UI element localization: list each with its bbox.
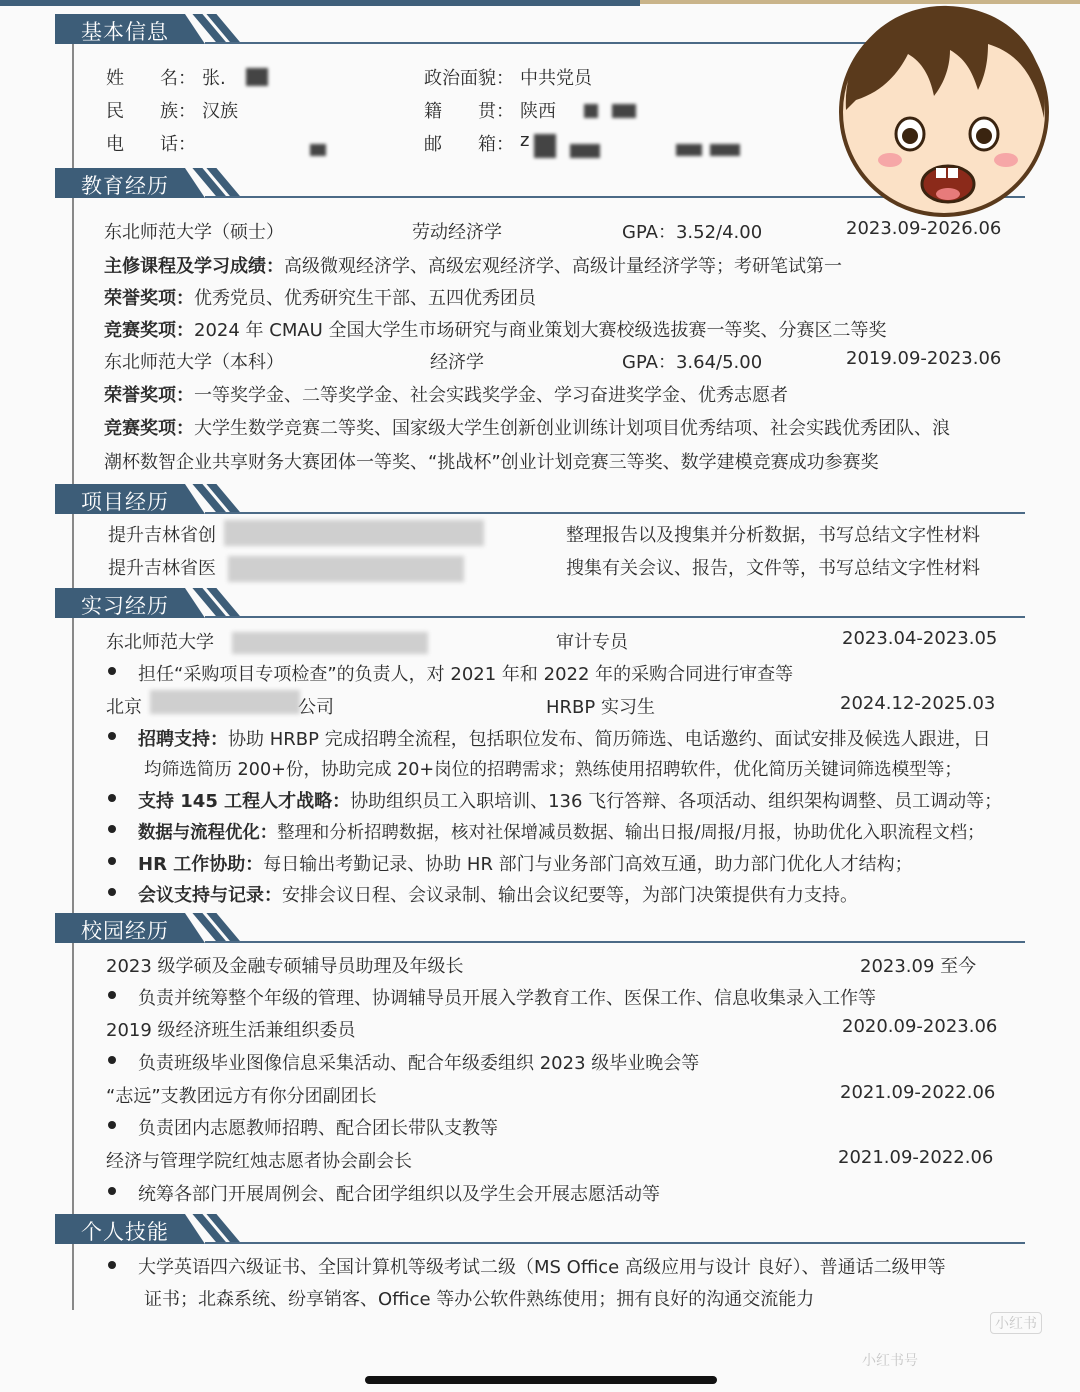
master-school: 东北师范大学（硕士）	[104, 222, 284, 243]
honor-label: 荣誉奖项：	[104, 288, 194, 309]
bullet-label: 会议支持与记录：	[138, 885, 282, 906]
competition-label: 竞赛奖项：	[104, 320, 194, 341]
name-label: 姓 名：	[106, 68, 196, 89]
project-name: 提升吉林省创	[108, 525, 216, 546]
phone-label: 电 话：	[106, 134, 196, 155]
honor-value: 一等奖学金、二等奖学金、社会实践奖学金、学习奋进奖学金、优秀志愿者	[194, 385, 788, 406]
competition-label: 竞赛奖项：	[104, 418, 194, 439]
redacted-block	[150, 690, 300, 714]
competition-line-bachelor	[104, 414, 950, 440]
bullet-text: 整理和分析招聘数据，核对社保增减员数据、输出日报/周报/月报，协助优化入职流程文档；	[277, 823, 985, 843]
job2-role: HRBP 实习生	[546, 697, 655, 718]
bullet-text: 协助组织员工入职培训、136 飞行答辩、各项活动、组织架构调整、员工调动等；	[350, 791, 1003, 812]
master-gpa: GPA：3.52/4.00	[622, 222, 763, 243]
honor-label: 荣誉奖项：	[104, 385, 194, 406]
project-desc: 整理报告以及搜集并分析数据，书写总结文字性材料	[566, 525, 980, 546]
project-desc: 搜集有关会议、报告，文件等，书写总结文字性材料	[566, 558, 980, 579]
cartoon-face-sticker	[838, 0, 1050, 230]
bullet-label: 支持 145 工程人才战略：	[138, 791, 351, 812]
name-value: 张.	[202, 68, 226, 89]
section-header-campus	[55, 913, 1025, 943]
section-header-skills	[55, 1214, 1025, 1244]
redacted-block	[232, 632, 428, 654]
campus-date: 2021.09-2022.06	[838, 1147, 994, 1168]
campus-date: 2021.09-2022.06	[840, 1082, 996, 1103]
bullet-dot	[108, 667, 116, 675]
bachelor-school: 东北师范大学（本科）	[104, 352, 284, 373]
bullet-dot	[108, 1261, 116, 1269]
campus-bullet: 负责并统筹整个年级的管理、协调辅导员开展入学教育工作、医保工作、信息收集录入工作等	[138, 988, 876, 1009]
section-header-projects	[55, 484, 1025, 514]
political-value: 中共党员	[520, 68, 592, 89]
competition-value: 2024 年 CMAU 全国大学生市场研究与商业策划大赛校级选拔赛一等奖、分赛区二等奖	[194, 320, 887, 341]
honor-line-master	[104, 284, 536, 310]
redacted-block	[584, 104, 598, 118]
bullet-text: 每日输出考勤记录、协助 HR 部门与业务部门高效互通，助力部门优化人才结构；	[263, 854, 913, 875]
master-date: 2023.09-2026.06	[846, 218, 1002, 239]
job1-date: 2023.04-2023.05	[842, 628, 998, 649]
courses-value: 高级微观经济学、高级宏观经济学、高级计量经济学等；考研笔试第一	[284, 256, 842, 277]
watermark-logo: 小红书	[990, 1312, 1042, 1334]
job2-bullet-hr	[138, 850, 913, 876]
redacted-block	[310, 144, 326, 156]
origin-value: 陕西	[520, 101, 556, 122]
redacted-block	[246, 68, 268, 86]
redacted-block	[570, 144, 600, 158]
skills-line-2: 证书；北森系统、纷享销客、Office 等办公软件熟练使用；拥有良好的沟通交流能力	[144, 1289, 815, 1310]
email-value: z	[520, 130, 530, 151]
job2-bullet-recruit-cont: 均筛选简历 200+份，协助完成 20+岗位的招聘需求；熟练使用招聘软件，优化简历关键词筛选模型等；	[144, 760, 962, 780]
bachelor-major: 经济学	[430, 352, 484, 373]
job2-company-b: 公司	[298, 697, 334, 718]
honor-value: 优秀党员、优秀研究生干部、五四优秀团员	[194, 288, 536, 309]
ethnic-label: 民 族：	[106, 101, 196, 122]
bachelor-gpa: GPA：3.64/5.00	[622, 352, 763, 373]
job2-bullet-recruit	[138, 725, 991, 751]
bullet-dot	[108, 732, 116, 740]
campus-bullet: 负责班级毕业图像信息采集活动、配合年级委组织 2023 级毕业晚会等	[138, 1053, 700, 1074]
campus-title: 2019 级经济班生活兼组织委员	[106, 1020, 356, 1041]
email-label: 邮 箱：	[424, 134, 514, 155]
competition-line-master	[104, 316, 887, 342]
bullet-dot	[108, 825, 116, 833]
job1-bullet: 担任“采购项目专项检查”的负责人，对 2021 年和 2022 年的采购合同进行审查等	[138, 664, 794, 685]
redacted-block	[534, 134, 556, 158]
bullet-dot	[108, 888, 116, 896]
section-title: 实习经历	[81, 594, 169, 618]
bullet-label: 招聘支持：	[138, 729, 228, 750]
section-title: 校园经历	[81, 919, 169, 943]
ethnic-value: 汉族	[202, 101, 238, 122]
top-accent-bar	[0, 0, 640, 6]
section-title: 教育经历	[81, 174, 169, 198]
job2-bullet-145	[138, 787, 1002, 813]
redacted-block	[710, 144, 740, 156]
bullet-dot	[108, 1187, 116, 1195]
competition-value: 大学生数学竞赛二等奖、国家级大学生创新创业训练计划项目优秀结项、社会实践优秀团队、浪	[194, 418, 950, 439]
section-title: 个人技能	[81, 1220, 169, 1244]
redacted-block	[676, 144, 702, 156]
campus-title: “志远”支教团远方有你分团副团长	[106, 1086, 377, 1107]
courses-label: 主修课程及学习成绩：	[104, 256, 284, 277]
bullet-label: HR 工作协助：	[138, 854, 264, 875]
section-title: 基本信息	[81, 20, 169, 44]
campus-date: 2020.09-2023.06	[842, 1016, 998, 1037]
job2-bullet-meeting	[138, 881, 858, 907]
political-label: 政治面貌：	[424, 68, 514, 89]
campus-bullet: 统筹各部门开展周例会、配合团学组织以及学生会开展志愿活动等	[138, 1184, 660, 1205]
job2-company-a: 北京	[106, 697, 142, 718]
home-indicator[interactable]	[365, 1376, 717, 1384]
section-header-internship	[55, 588, 1025, 618]
watermark-text: 小红书号	[862, 1353, 918, 1369]
project-name: 提升吉林省医	[108, 558, 216, 579]
job1-company: 东北师范大学	[106, 632, 214, 653]
bullet-label: 数据与流程优化：	[138, 823, 278, 843]
bachelor-date: 2019.09-2023.06	[846, 348, 1002, 369]
redacted-block	[228, 556, 464, 582]
bullet-dot	[108, 1056, 116, 1064]
bullet-dot	[108, 794, 116, 802]
redacted-block	[612, 104, 636, 118]
bullet-dot	[108, 991, 116, 999]
honor-line-bachelor	[104, 381, 788, 407]
bullet-text: 协助 HRBP 完成招聘全流程，包括职位发布、简历筛选、电话邀约、面试安排及候选人跟进，日	[228, 729, 991, 750]
campus-title: 2023 级学硕及金融专硕辅导员助理及年级长	[106, 956, 464, 977]
master-major: 劳动经济学	[412, 222, 502, 243]
campus-title: 经济与管理学院红烛志愿者协会副会长	[106, 1151, 412, 1172]
courses-line	[104, 252, 842, 278]
skills-line-1: 大学英语四六级证书、全国计算机等级考试二级（MS Office 高级应用与设计 良好）、普通话二级甲等	[138, 1257, 946, 1278]
redacted-block	[224, 520, 484, 546]
job1-role: 审计专员	[556, 632, 628, 653]
job2-date: 2024.12-2025.03	[840, 693, 996, 714]
bullet-dot	[108, 1121, 116, 1129]
origin-label: 籍 贯：	[424, 101, 514, 122]
section-title: 项目经历	[81, 490, 169, 514]
bullet-text: 安排会议日程、会议录制、输出会议纪要等，为部门决策提供有力支持。	[282, 885, 858, 906]
campus-bullet: 负责团内志愿教师招聘、配合团长带队支教等	[138, 1118, 498, 1139]
competition-line-bachelor-cont: 潮杯数智企业共享财务大赛团体一等奖、“挑战杯”创业计划竞赛三等奖、数学建模竞赛成功参赛奖	[104, 452, 879, 473]
job2-bullet-data	[138, 818, 985, 843]
left-timeline-line	[72, 40, 74, 1310]
bullet-dot	[108, 857, 116, 865]
campus-date: 2023.09 至今	[860, 956, 977, 977]
